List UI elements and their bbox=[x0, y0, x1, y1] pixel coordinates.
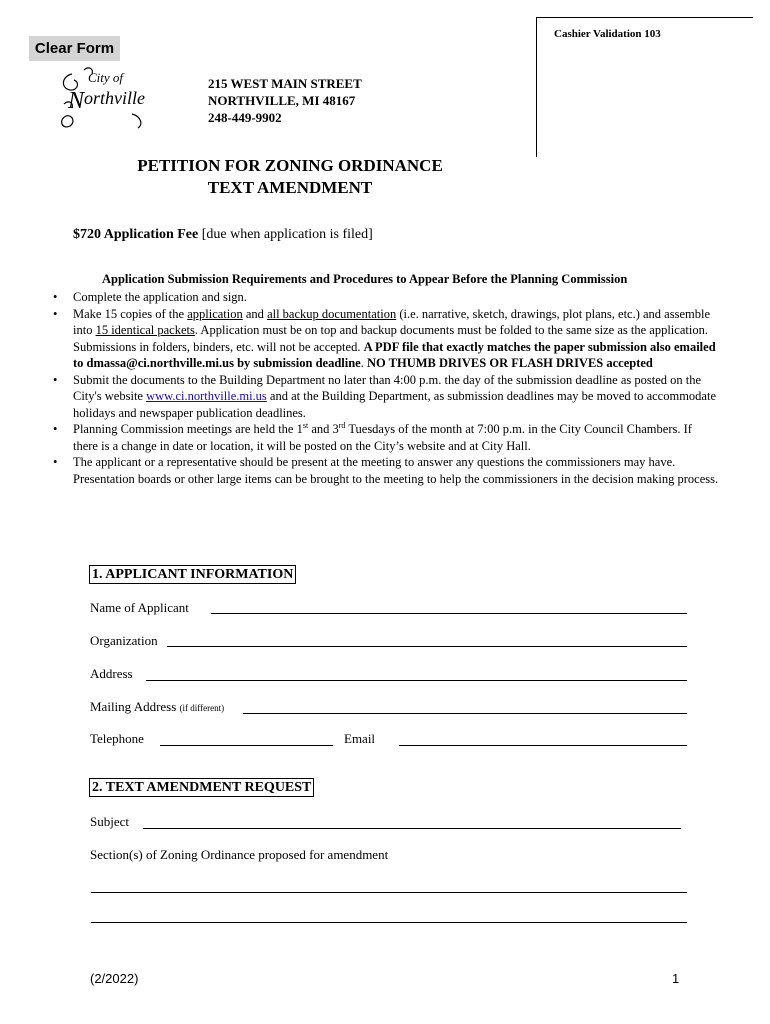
ordinance-sections-label: Section(s) of Zoning Ordinance proposed for amendment bbox=[90, 847, 389, 862]
telephone-field[interactable] bbox=[160, 745, 333, 746]
section-applicant-information-heading: 1. APPLICANT INFORMATION bbox=[89, 565, 296, 584]
ordinance-sections-field-line-2[interactable] bbox=[91, 922, 687, 923]
fee-amount: $720 Application Fee bbox=[73, 227, 199, 242]
fee-note: [due when application is filed] bbox=[198, 227, 373, 242]
revision-date: (2/2022) bbox=[90, 971, 139, 986]
clear-form-button[interactable]: Clear Form bbox=[29, 36, 120, 61]
address-phone: 248-449-9902 bbox=[208, 110, 282, 125]
applicant-name-field[interactable] bbox=[211, 613, 687, 614]
email-label: Email bbox=[344, 731, 376, 746]
organization-label: Organization bbox=[90, 633, 158, 648]
ordinance-sections-field-line-1[interactable] bbox=[91, 892, 687, 893]
mailing-address-label: Mailing Address (if different) bbox=[90, 699, 225, 714]
cashier-validation-label: Cashier Validation 103 bbox=[554, 28, 661, 40]
address-field[interactable] bbox=[146, 680, 687, 681]
city-website-link[interactable]: www.ci.northville.mi.us bbox=[146, 389, 267, 403]
email-field[interactable] bbox=[399, 745, 687, 746]
page-title bbox=[90, 155, 490, 199]
page-number: 1 bbox=[672, 971, 680, 986]
svg-text:orthville: orthville bbox=[84, 88, 145, 108]
telephone-label: Telephone bbox=[90, 731, 144, 746]
section-text-amendment-heading: 2. TEXT AMENDMENT REQUEST bbox=[89, 778, 314, 797]
address-city: NORTHVILLE, MI 48167 bbox=[208, 93, 356, 108]
city-address bbox=[208, 75, 362, 126]
svg-text:City of: City of bbox=[88, 70, 124, 85]
subject-field[interactable] bbox=[143, 828, 681, 829]
list-item: • Submit the documents to the Building Department no later than 4:00 p.m. the day of the submission deadline as posted on the City's website www.ci.northville.mi.us and at the Building Department, as submission deadlines may be moved to accommodate holidays and newspaper publication deadlines. bbox=[53, 372, 716, 420]
organization-field[interactable] bbox=[167, 646, 687, 647]
address-street: 215 WEST MAIN STREET bbox=[208, 76, 362, 91]
list-item: • Make 15 copies of the application and all backup documentation (i.e. narrative, sketch, drawings, plot plans, etc.) and assemble into 15 identical packets. Application must be on top and backup documents must be folded to the same size as the application. Submissions in folders, binders, etc. will not be accepted. A PDF file that exactly matches the paper submission also emailed to dmassa@ci.northville.mi.us by submission deadline. NO THUMB DRIVES OR FLASH DRIVES accepted bbox=[53, 306, 716, 370]
list-item: • Complete the application and sign. bbox=[53, 290, 247, 304]
list-item: • Planning Commission meetings are held the 1st and 3rd Tuesdays of the month at 7:00 p.m. in the City Council Chambers. If there is a change in date or location, it will be posted on the City’s website and at City Hall. bbox=[53, 420, 692, 453]
requirements-list bbox=[50, 289, 720, 487]
subject-label: Subject bbox=[90, 814, 129, 829]
svg-text:N: N bbox=[68, 88, 85, 114]
applicant-name-label: Name of Applicant bbox=[90, 600, 189, 615]
address-label: Address bbox=[90, 666, 133, 681]
title-line1: PETITION FOR ZONING ORDINANCE bbox=[137, 156, 443, 175]
city-logo bbox=[54, 64, 154, 134]
mailing-address-field[interactable] bbox=[243, 713, 687, 714]
requirements-heading: Application Submission Requirements and Procedures to Appear Before the Planning Commission bbox=[102, 272, 628, 286]
application-fee bbox=[73, 227, 373, 243]
list-item: • The applicant or a representative should be present at the meeting to answer any questions the commissioners may have. Presentation boards or other large items can be brought to the meeting to help the commissioners in the decision making process. bbox=[53, 455, 719, 486]
title-line2: TEXT AMENDMENT bbox=[207, 178, 373, 197]
